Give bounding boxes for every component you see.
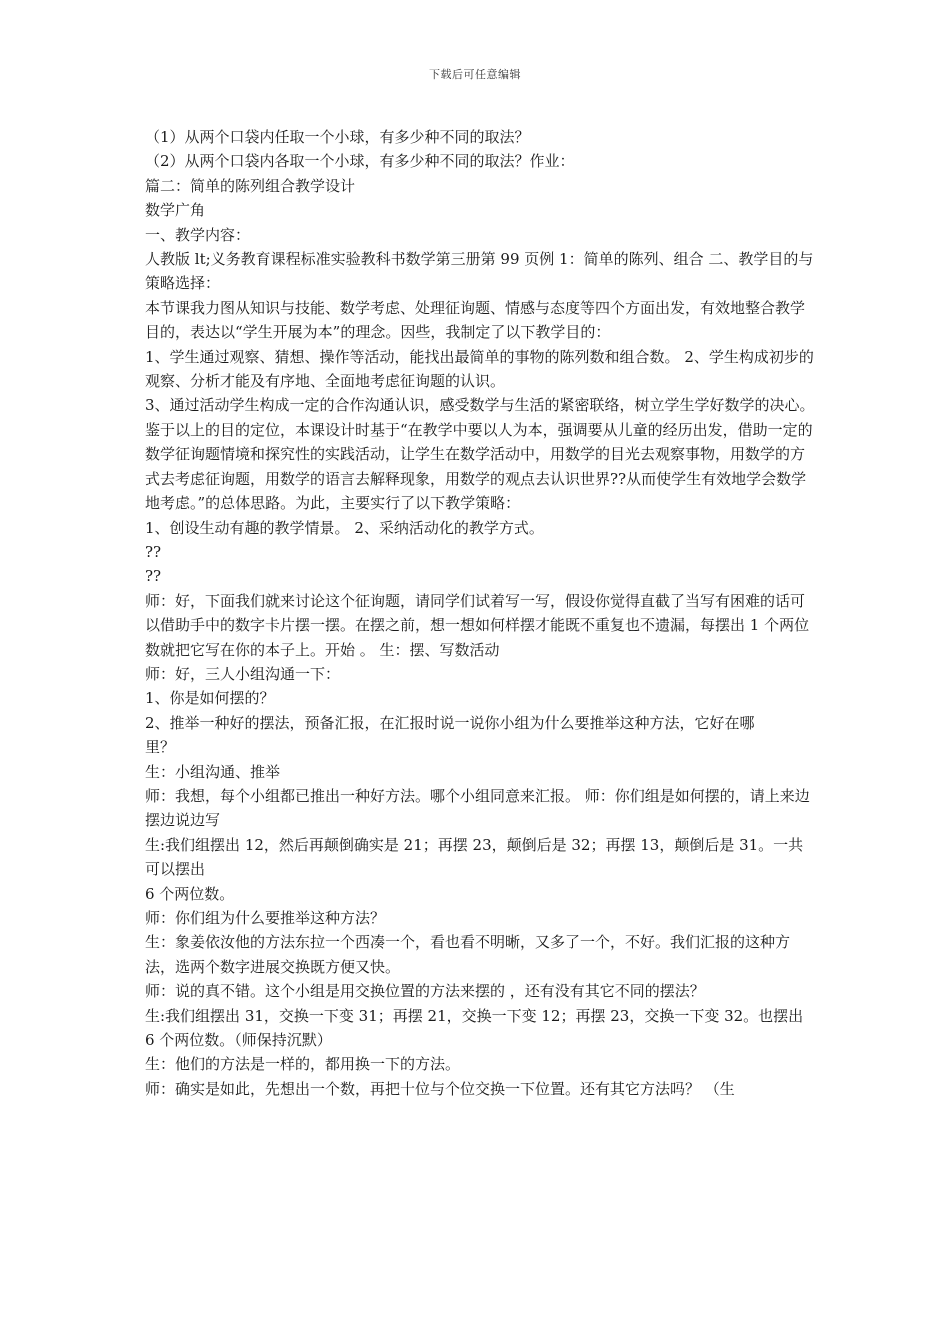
document-body <box>145 125 815 1101</box>
paragraph: 里？ <box>145 738 176 757</box>
paragraph: 一、教学内容： <box>145 225 251 244</box>
paragraph: ?? <box>145 567 162 586</box>
paragraph: 3、通过活动学生构成一定的合作沟通认识，感受数学与生活的紧密联络，树立学生学好数学的决心。 <box>145 396 815 415</box>
paragraph: 1、你是如何摆的？ <box>145 689 275 708</box>
paragraph: 人教版 lt;义务教育课程标准实验教科书数学第三册第 99 页例 1：简单的陈列、组合 二、教学目的与策略选择： <box>145 250 814 293</box>
paragraph: 师：好，下面我们就来讨论这个征询题，请同学们试着写一写，假设你觉得直截了当写有困难的话可以借助手中的数字卡片摆一摆。在摆之前，想一想如何样摆才能既不重复也不遗漏，每摆出 1 个两位数就把它写在你的本子上。开始 。 生：摆、写数活动 <box>145 591 810 659</box>
paragraph: 师：说的真不错。这个小组是用交换位置的方法来摆的 ，还有没有其它不同的摆法？ <box>145 982 705 1001</box>
paragraph: 1、学生通过观察、猜想、操作等活动，能找出最简单的事物的陈列数和组合数。 2、学生构成初步的观察、分析才能及有序地、全面地考虑征询题的认识。 <box>145 347 814 391</box>
paragraph: 6 个两位数。 <box>145 884 235 903</box>
paragraph: 生:我们组摆出 31，交换一下变 31；再摆 21，交换一下变 12；再摆 23，交换一下变 32。也摆出 6 个两位数。（师保持沉默） <box>145 1006 804 1050</box>
paragraph: 生：象姜依汝他的方法东拉一个西凑一个，看也看不明晰，又多了一个，不好。我们汇报的这种方法，选两个数字进展交换既方便又快。 <box>145 933 791 976</box>
paragraph: 生:我们组摆出 12，然后再颠倒确实是 21；再摆 23，颠倒后是 32；再摆 13，颠倒后是 31。一共可以摆出 <box>145 835 804 879</box>
paragraph: 本节课我力图从知识与技能、数学考虑、处理征询题、情感与态度等四个方面出发，有效地整合教学 <box>145 298 806 317</box>
paragraph: 生：他们的方法是一样的，都用换一下的方法。 <box>145 1055 461 1074</box>
paragraph: 师：你们组为什么要推举这种方法？ <box>145 909 386 927</box>
paragraph: 生：小组沟通、推举 <box>145 762 281 781</box>
paragraph: 目的，表达以“学生开展为本”的理念。因些，我制定了以下教学目的： <box>145 323 611 342</box>
section-heading: 篇二：简单的陈列组合教学设计 <box>145 176 356 195</box>
page-header: 下载后可任意编辑 <box>429 68 521 81</box>
paragraph: （2）从两个口袋内各取一个小球，有多少种不同的取法？作业： <box>145 152 575 171</box>
paragraph: 鉴于以上的目的定位，本课设计时基于“在教学中要以人为本，强调要从儿童的经历出发，借助一定的数学征询题情境和探究性的实践活动，让学生在数学活动中，用数学的目光去观察事物，用数学的方式去考虑征询题，用数学的语言去解释现象，用数学的观点去认识世界??从而使学生有效地学会数学地考虑。”的总体思路。为此，主要实行了以下教学策略： <box>145 420 813 513</box>
paragraph: 1、创设生动有趣的教学情景。 2、采纳活动化的教学方式。 <box>145 518 544 537</box>
paragraph: 师：好，三人小组沟通一下： <box>145 664 341 683</box>
paragraph: （1）从两个口袋内任取一个小球，有多少种不同的取法？ <box>145 128 530 146</box>
paragraph: ?? <box>145 542 162 561</box>
paragraph: 师：确实是如此，先想出一个数，再把十位与个位交换一下位置。还有其它方法吗？ （生 <box>145 1079 735 1098</box>
paragraph: 2、推举一种好的摆法，预备汇报，在汇报时说一说你小组为什么要推举这种方法，它好在哪 <box>145 713 755 732</box>
paragraph: 师：我想，每个小组都已推出一种好方法。哪个小组同意来汇报。 师：你们组是如何摆的，请上来边摆边说边写 <box>145 786 810 830</box>
paragraph: 数学广角 <box>145 201 206 220</box>
